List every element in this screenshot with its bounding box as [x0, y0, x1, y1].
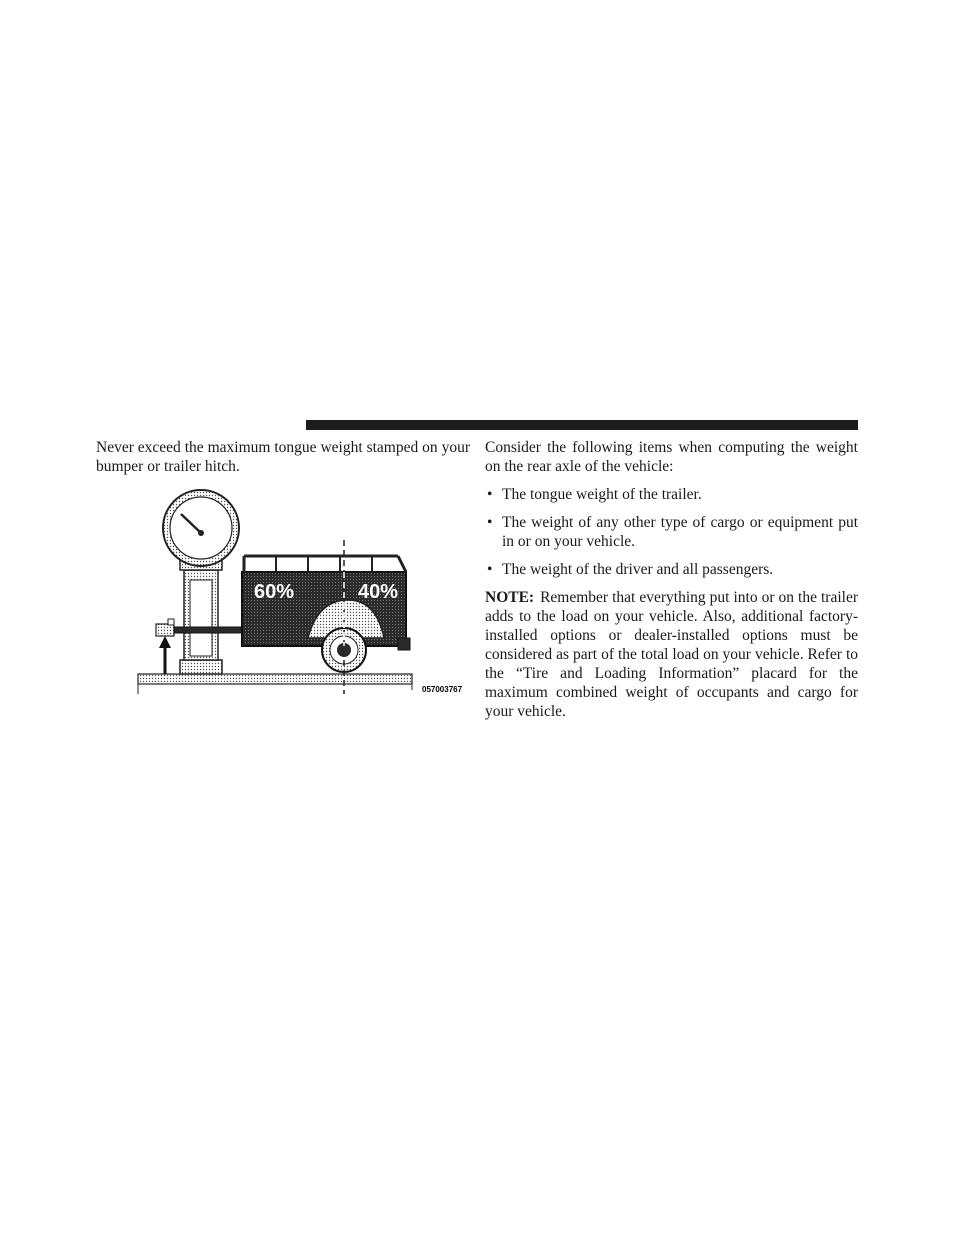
tongue-weight-paragraph: Never exceed the maximum tongue weight stamped on your bumper or trailer hitch. — [96, 439, 470, 475]
front-weight-label: 60% — [254, 581, 295, 603]
rear-axle-items-list — [485, 485, 858, 579]
trailer-tongue — [174, 627, 249, 633]
list-item: • The weight of the driver and all passengers. — [487, 561, 774, 578]
scale-base — [180, 660, 222, 674]
right-column — [485, 438, 858, 721]
note-label: NOTE: — [485, 589, 535, 606]
note-paragraph — [485, 588, 858, 721]
rear-weight-label: 40% — [358, 581, 399, 603]
note-text: Remember that everything put into or on the trailer adds to the load on your vehicle. Also, additional factory-installed options or dealer-installed options must be considered as part of the total load on your vehicle. Refer to the “Tire and Loading Information” placard for the maximum combined weight of occupants and cargo for your vehicle. — [485, 589, 858, 720]
figure-code: 057003767 — [422, 685, 463, 694]
list-item: • The weight of any other type of cargo or equipment put in or on your vehicle. — [487, 514, 858, 550]
rear-axle-intro: Consider the following items when computing the weight on the rear axle of the vehicle: — [485, 439, 858, 475]
left-column — [96, 438, 470, 476]
tongue-weight-illustration — [136, 488, 470, 700]
list-item: • The tongue weight of the trailer. — [487, 486, 702, 503]
header-bar — [306, 420, 858, 430]
trailer-hitch — [156, 624, 174, 636]
ground-strip — [138, 674, 412, 684]
